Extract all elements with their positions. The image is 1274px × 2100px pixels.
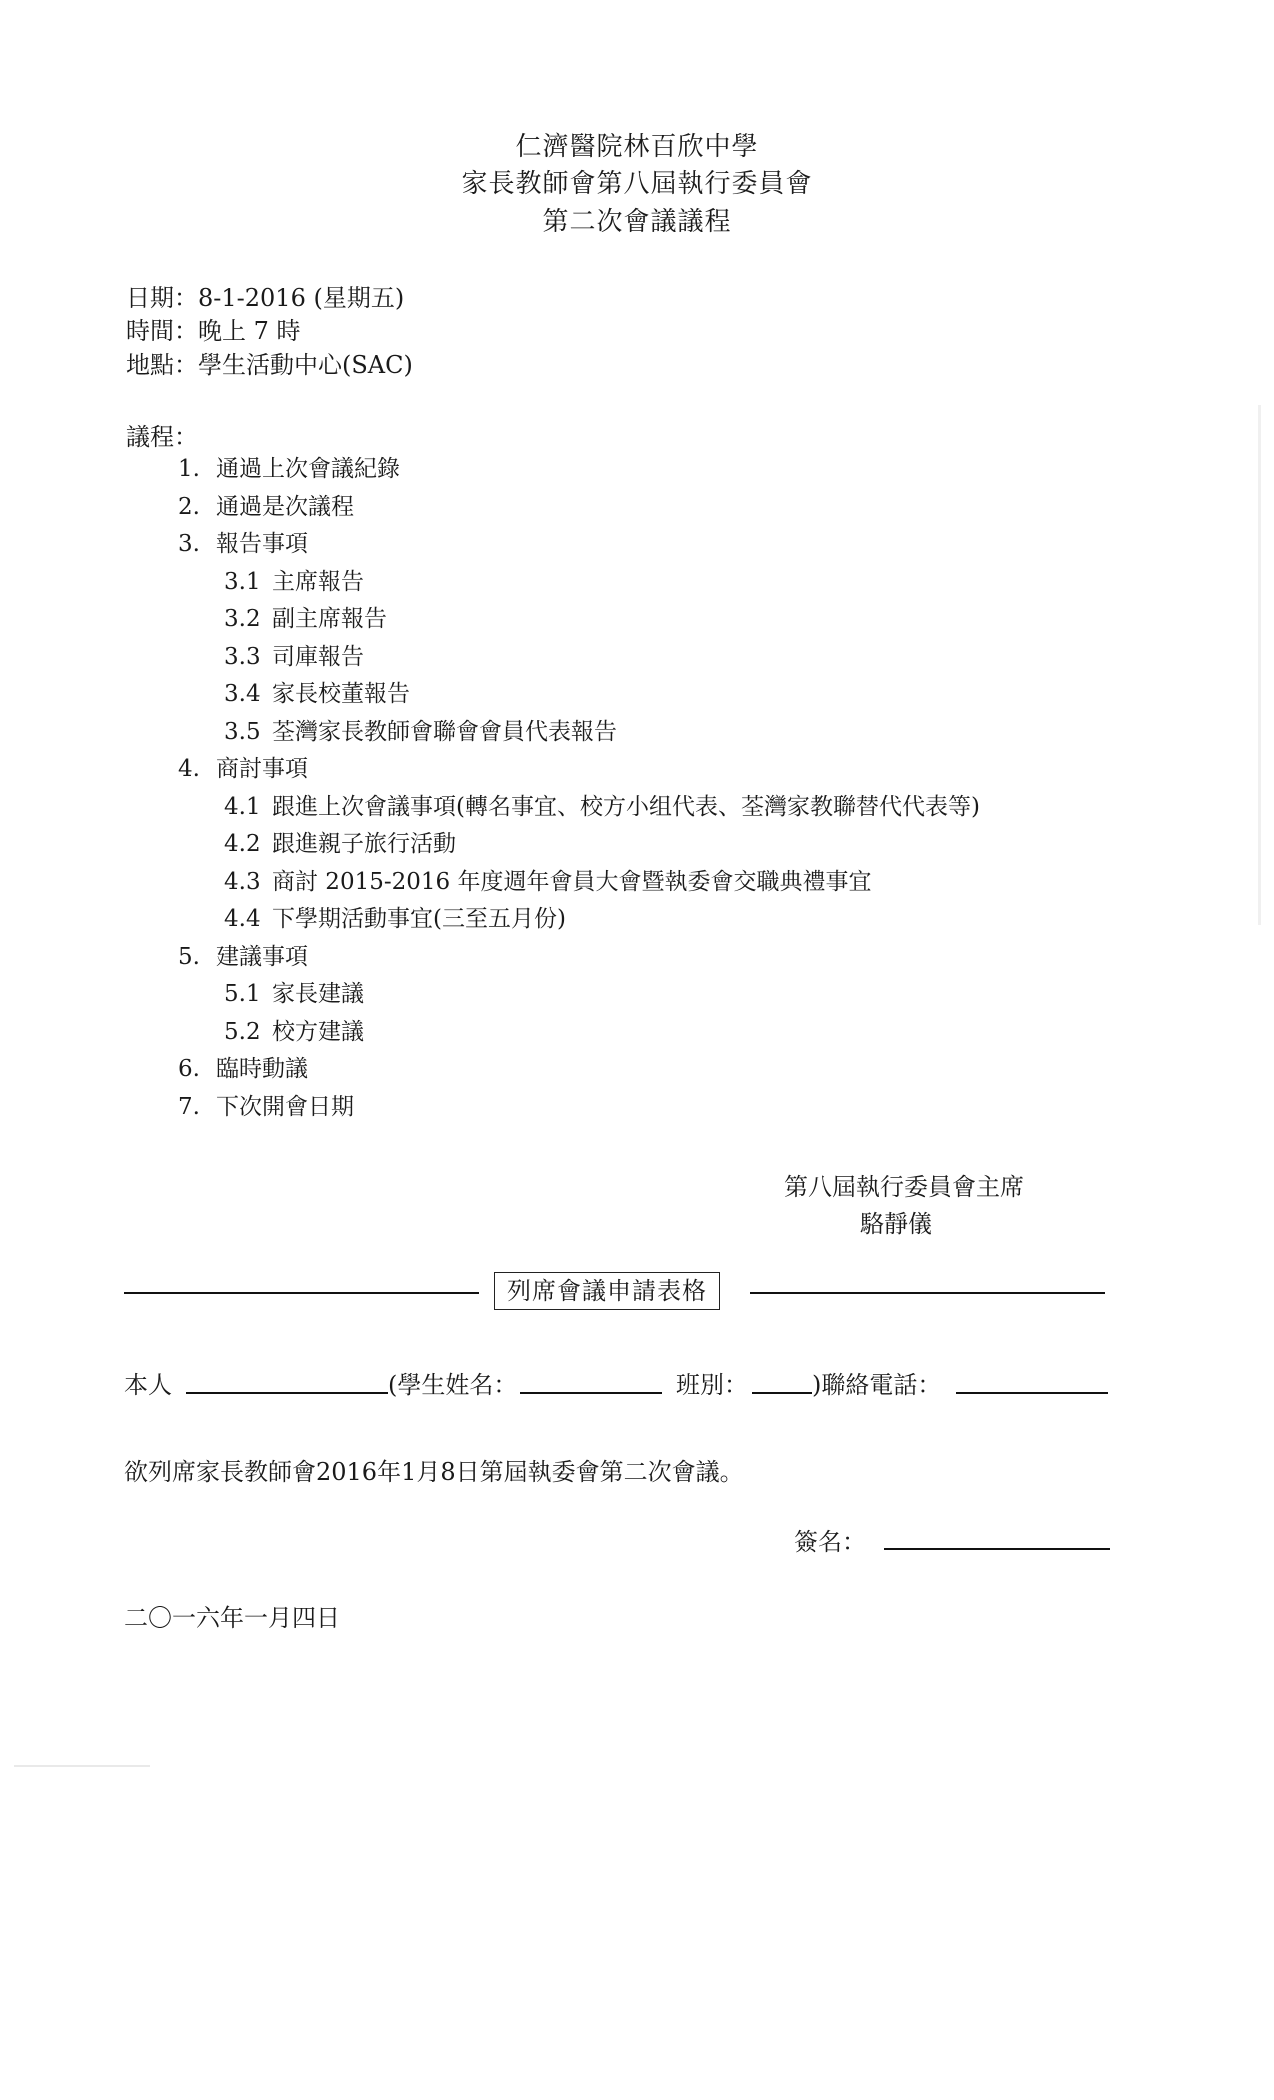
agenda-subitem [0, 564, 1274, 602]
agenda-item-text: 建議事項 [216, 943, 308, 970]
scan-artifact [14, 1765, 150, 1767]
attend-statement: 欲列席家長教師會2016年1月8日第屆執委會第二次會議。 [124, 1458, 744, 1486]
meeting-date: 日期：8-1-2016 (星期五) [126, 284, 405, 312]
application-form-title: 列席會議申請表格 [494, 1272, 720, 1310]
agenda-item-number: 5.1 [224, 981, 261, 1007]
agenda-item-number: 3.5 [224, 718, 261, 745]
agenda-item-number: 7. [178, 1093, 200, 1120]
sign-label: 簽名： [794, 1528, 866, 1556]
agenda-subitem [0, 976, 1274, 1014]
form-divider-right [750, 1292, 1105, 1294]
agenda-item-text: 主席報告 [272, 568, 364, 595]
agenda-item-number: 5.2 [224, 1018, 261, 1045]
agenda-list [0, 451, 1274, 1126]
agenda-subitem [0, 864, 1274, 902]
agenda-item-text: 荃灣家長教師會聯會會員代表報告 [272, 718, 617, 745]
agenda-subitem [0, 601, 1274, 639]
class-label: 班別： [676, 1371, 748, 1399]
agenda-item-text: 通過上次會議紀錄 [216, 456, 400, 482]
chairperson-role: 第八屆執行委員會主席 [784, 1173, 1024, 1201]
agenda-item-number: 4. [178, 756, 200, 782]
agenda-item-number: 3.3 [224, 643, 261, 670]
scan-artifact-edge [1258, 405, 1261, 925]
class-blank[interactable] [752, 1392, 812, 1394]
agenda-subitem [0, 1014, 1274, 1052]
chairperson-name: 駱靜儀 [860, 1210, 932, 1238]
agenda-item-text: 跟進親子旅行活動 [272, 831, 456, 857]
agenda-subitem [0, 639, 1274, 677]
agenda-item-number: 6. [178, 1056, 200, 1082]
agenda-item-text: 下次開會日期 [216, 1093, 354, 1120]
form-date: 二〇一六年一月四日 [124, 1604, 340, 1632]
agenda-item-text: 家長校董報告 [272, 681, 410, 707]
signature-blank[interactable] [884, 1548, 1110, 1550]
agenda-subitem [0, 826, 1274, 864]
agenda-item-text: 副主席報告 [272, 606, 387, 632]
agenda-heading: 議程： [126, 423, 198, 451]
agenda-item-text: 家長建議 [272, 981, 364, 1007]
agenda-item-text: 下學期活動事宜(三至五月份) [272, 906, 566, 932]
meeting-title: 第二次會議議程 [542, 207, 732, 237]
agenda-subitem [0, 789, 1274, 827]
agenda-item-text: 校方建議 [272, 1018, 364, 1045]
agenda-item-number: 3. [178, 531, 200, 557]
agenda-item-number: 4.4 [224, 906, 261, 932]
phone-blank[interactable] [956, 1392, 1108, 1394]
committee-name: 家長教師會第八屆執行委員會 [461, 169, 813, 199]
agenda-item [0, 1051, 1274, 1089]
agenda-item [0, 751, 1274, 789]
student-name-label: (學生姓名： [388, 1371, 518, 1399]
agenda-item-number: 4.3 [224, 868, 261, 895]
agenda-item-text: 商討 2015-2016 年度週年會員大會暨執委會交職典禮事宜 [272, 868, 872, 895]
agenda-item-text: 臨時動議 [216, 1056, 308, 1082]
agenda-item-number: 1. [178, 456, 200, 482]
phone-label: )聯絡電話： [812, 1371, 942, 1399]
agenda-item-number: 2. [178, 493, 200, 520]
agenda-item-number: 3.1 [224, 568, 261, 595]
agenda-item [0, 489, 1274, 527]
agenda-item-number: 4.1 [224, 793, 261, 820]
agenda-item-number: 4.2 [224, 831, 261, 857]
agenda-item-text: 商討事項 [216, 756, 308, 782]
agenda-item [0, 526, 1274, 564]
self-label: 本人 [124, 1371, 172, 1399]
agenda-item-text: 報告事項 [216, 531, 308, 557]
agenda-item-number: 3.4 [224, 681, 261, 707]
agenda-item-number: 3.2 [224, 606, 261, 632]
agenda-subitem [0, 676, 1274, 714]
agenda-item-text: 通過是次議程 [216, 493, 354, 520]
agenda-item-text: 司庫報告 [272, 643, 364, 670]
student-name-blank[interactable] [520, 1392, 662, 1394]
agenda-item [0, 1089, 1274, 1127]
agenda-subitem [0, 901, 1274, 939]
meeting-venue: 地點：學生活動中心(SAC) [126, 351, 413, 379]
school-name: 仁濟醫院林百欣中學 [515, 132, 759, 162]
agenda-item-number: 5. [178, 943, 200, 970]
parent-name-blank[interactable] [186, 1392, 388, 1394]
agenda-item-text: 跟進上次會議事項(轉名事宜、校方小组代表、荃灣家教聯替代代表等) [272, 793, 980, 820]
agenda-subitem [0, 714, 1274, 752]
meeting-time: 時間：晚上 7 時 [126, 317, 301, 345]
agenda-item [0, 939, 1274, 977]
form-divider-left [124, 1292, 479, 1294]
agenda-item [0, 451, 1274, 489]
